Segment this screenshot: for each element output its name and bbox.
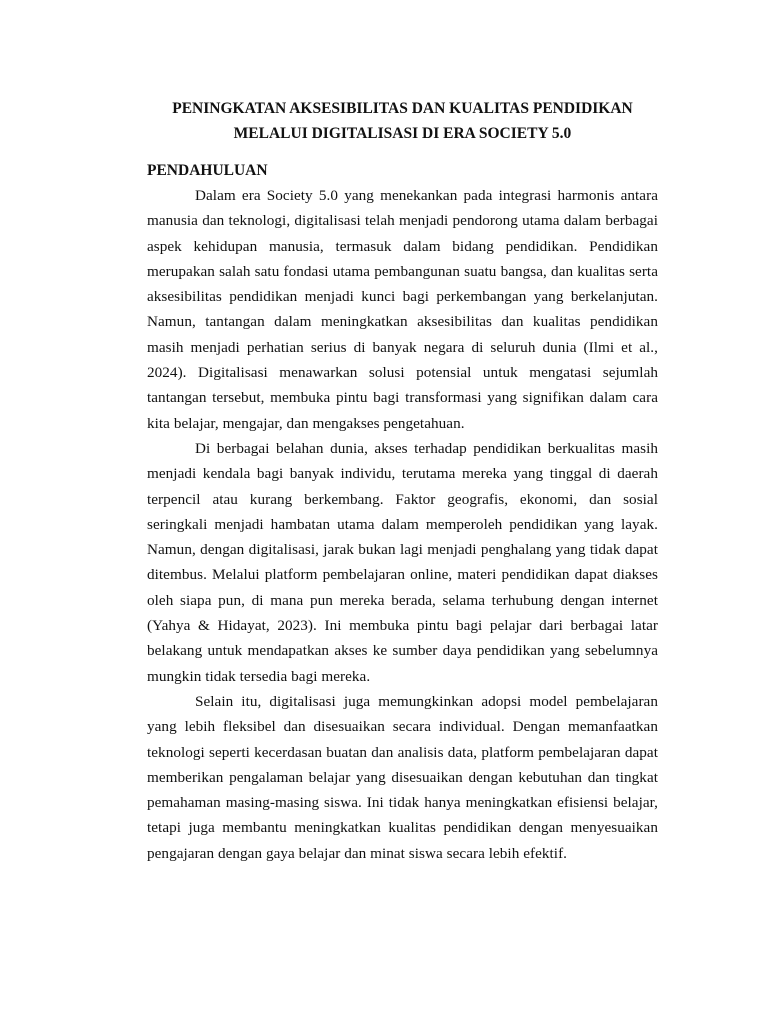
document-title	[147, 96, 658, 146]
title-line-2: MELALUI DIGITALISASI DI ERA SOCIETY 5.0	[233, 125, 572, 142]
paragraph-1: Dalam era Society 5.0 yang menekankan pada integrasi harmonis antara manusia dan teknologi, digitalisasi telah menjadi pendorong utama dalam berbagai aspek kehidupan manusia, termasuk dalam bidang pendidikan. Pendidikan merupakan salah satu fondasi utama pembangunan suatu bangsa, dan kualitas serta aksesibilitas pendidikan menjadi kunci bagi perkembangan yang berkelanjutan. Namun, tantangan dalam meningkatkan aksesibilitas dan kualitas pendidikan masih menjadi perhatian serius di banyak negara di seluruh dunia (Ilmi et al., 2024). Digitalisasi menawarkan solusi potensial untuk mengatasi sejumlah tantangan tersebut, membuka pintu bagi transformasi yang signifikan dalam cara kita belajar, mengajar, dan mengakses pengetahuan.	[147, 187, 658, 432]
document-page	[147, 96, 658, 866]
paragraph-2: Di berbagai belahan dunia, akses terhadap pendidikan berkualitas masih menjadi kendala bagi banyak individu, terutama mereka yang tinggal di daerah terpencil atau kurang berkembang. Faktor geografis, ekonomi, dan sosial seringkali menjadi hambatan utama dalam memperoleh pendidikan yang layak. Namun, dengan digitalisasi, jarak bukan lagi menjadi penghalang yang tidak dapat ditembus. Melalui platform pembelajaran online, materi pendidikan dapat diakses oleh siapa pun, di mana pun mereka berada, selama terhubung dengan internet (Yahya & Hidayat, 2023). Ini membuka pintu bagi pelajar dari berbagai latar belakang untuk mendapatkan akses ke sumber daya pendidikan yang sebelumnya mungkin tidak tersedia bagi mereka.	[147, 439, 658, 685]
title-line-1: PENINGKATAN AKSESIBILITAS DAN KUALITAS PENDIDIKAN	[172, 100, 633, 117]
paragraph-3: Selain itu, digitalisasi juga memungkinkan adopsi model pembelajaran yang lebih fleksibel dan disesuaikan secara individual. Dengan memanfaatkan teknologi seperti kecerdasan buatan dan analisis data, platform pembelajaran dapat memberikan pengalaman belajar yang disesuaikan dengan kebutuhan dan tingkat pemahaman masing-masing siswa. Ini tidak hanya meningkatkan efisiensi belajar, tetapi juga membantu meningkatkan kualitas pendidikan dengan menyesuaikan pengajaran dengan gaya belajar dan minat siswa secara lebih efektif.	[147, 692, 658, 862]
section-heading: PENDAHULUAN	[147, 162, 268, 179]
